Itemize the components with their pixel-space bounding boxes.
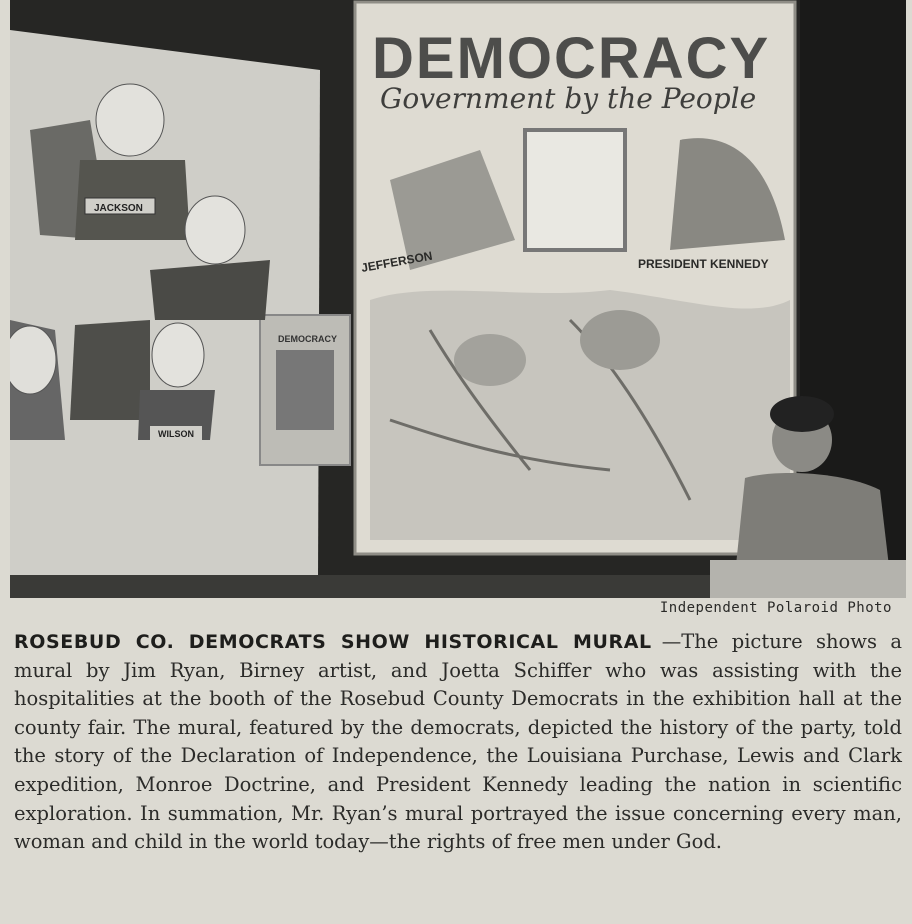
portrait-label-jackson: JACKSON bbox=[94, 203, 143, 214]
small-poster-title: DEMOCRACY bbox=[278, 334, 338, 344]
photo-credit: Independent Polaroid Photo bbox=[659, 600, 892, 616]
headline: ROSEBUD CO. DEMOCRATS SHOW HISTORICAL MURAL bbox=[14, 631, 652, 653]
mural-label-kennedy: PRESIDENT KENNEDY bbox=[638, 257, 769, 271]
booth-table bbox=[710, 560, 906, 598]
portrait-label-wilson: WILSON bbox=[158, 429, 194, 439]
photo-illustration bbox=[10, 0, 906, 598]
mural-title: DEMOCRACY bbox=[372, 26, 771, 91]
news-photo bbox=[10, 0, 906, 598]
article-body: —The picture shows a mural by Jim Ryan, Birney artist, and Joetta Schiffer who was assisting with the hospitalities at the booth of the Rosebud County Democrats in the exhibition hall at the county fair. The mural, featured by the democrats, depicted the history of the party, told the story of the Declaration of Independence, the Louisiana Purchase, Lewis and Clark expedition, Monroe Doctrine, and President Kennedy leading the nation in scientific exploration. In summation, Mr. Ryan’s mural portrayed the issue concerning every man, woman and child in the world today—the rights of free men under God. bbox=[14, 630, 902, 854]
mural-label-jefferson: JEFFERSON bbox=[360, 248, 434, 275]
mural-document bbox=[525, 130, 625, 250]
mural-subtitle: Government by the People bbox=[380, 82, 757, 115]
article bbox=[14, 628, 902, 857]
